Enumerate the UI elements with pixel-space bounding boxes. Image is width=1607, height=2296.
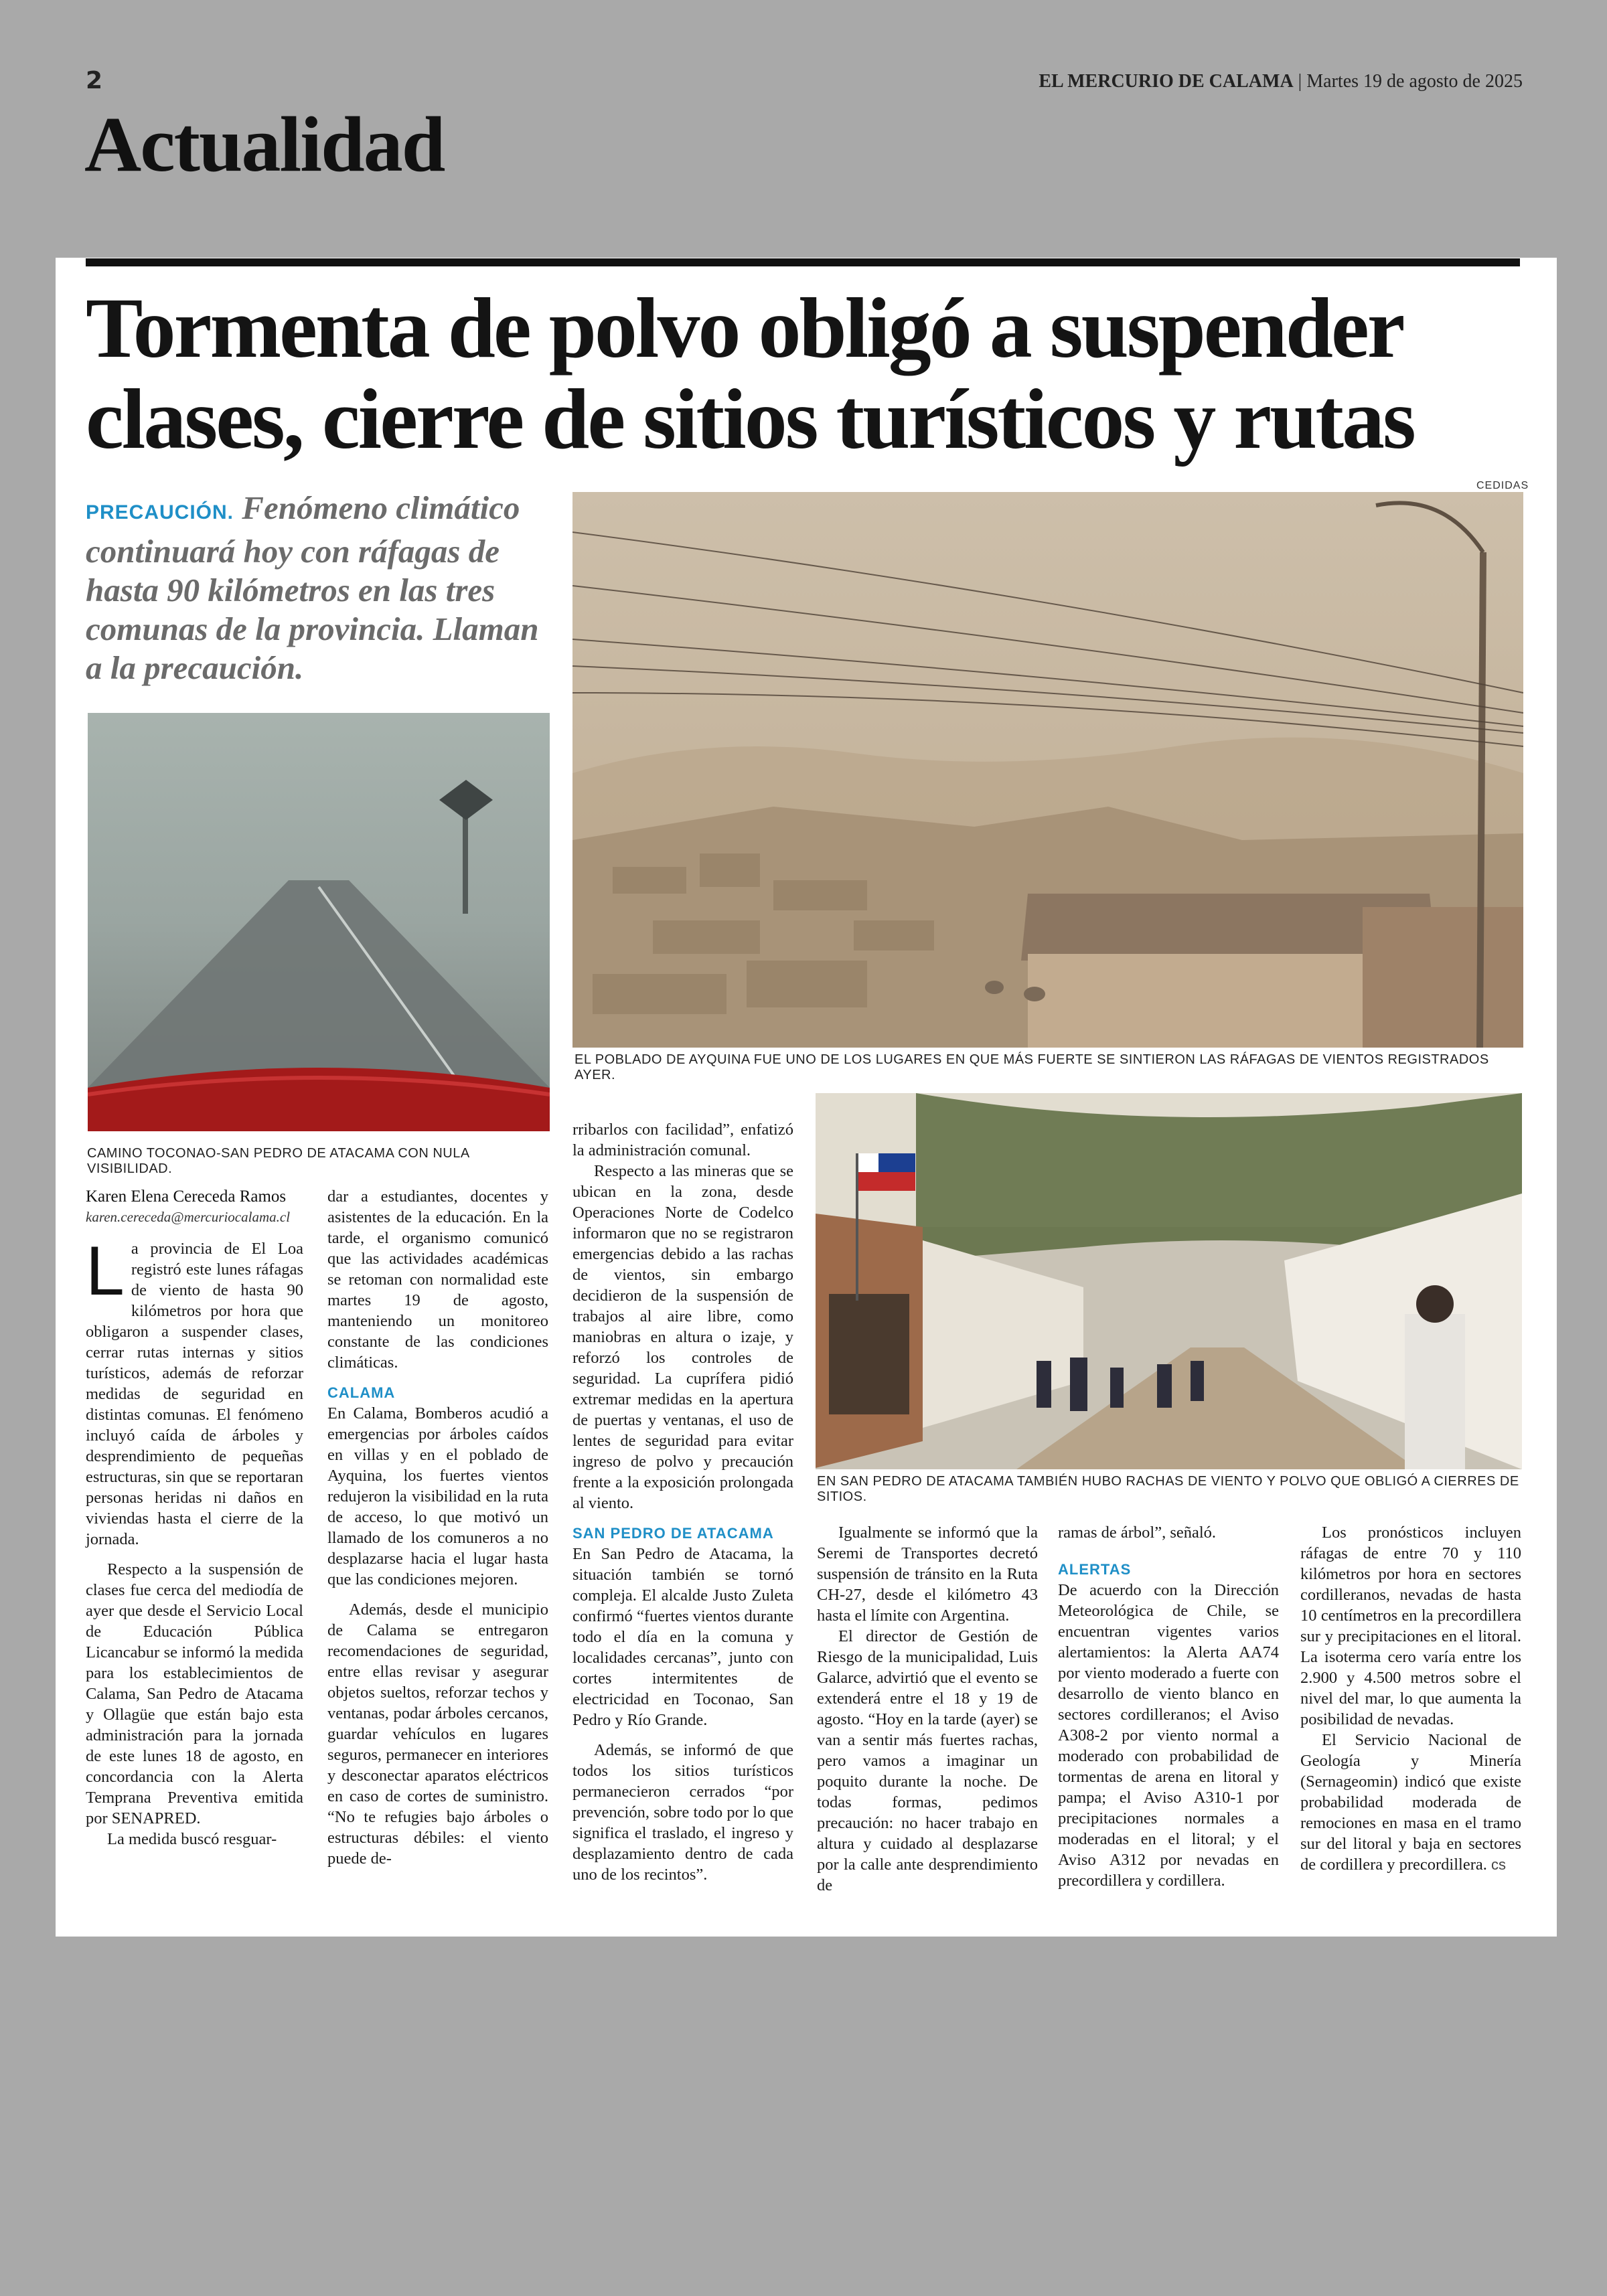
author-email[interactable]: karen.cereceda@mercuriocalama.cl bbox=[86, 1209, 291, 1225]
masthead-paper: EL MERCURIO DE CALAMA bbox=[1039, 71, 1294, 92]
paragraph: ramas de árbol”, señaló. bbox=[1058, 1524, 1217, 1542]
lead-paragraph bbox=[86, 489, 554, 687]
caption-road: CAMINO TOCONAO-SAN PEDRO DE ATACAMA CON NULA VISIBILIDAD. bbox=[87, 1146, 469, 1176]
column-4 bbox=[817, 1522, 1038, 1896]
photo-ayquina bbox=[572, 492, 1523, 1048]
paragraph: Además, desde el municipio de Calama se entregaron recomendaciones de seguridad, entre ellas revisar y asegurar objetos sueltos, reforzar techos y ventanas, podar árboles cercanos, guardar vehículos en lugares seguros, permanecer en interiores y desconectar aparatos eléctricos en caso de cortes de suministro. “No te refugies bajo árboles o estructuras débiles: el viento puede de- bbox=[327, 1601, 548, 1868]
paragraph: La medida buscó resguar- bbox=[107, 1830, 277, 1848]
paragraph: rribarlos con facilidad”, enfatizó la administración comunal. bbox=[572, 1121, 793, 1159]
section-title: Actualidad bbox=[84, 100, 445, 188]
column-3 bbox=[572, 1119, 793, 1885]
photo-ayquina-image bbox=[572, 492, 1523, 1048]
masthead-date: | Martes 19 de agosto de 2025 bbox=[1298, 71, 1523, 92]
photo-road-image bbox=[88, 713, 550, 1131]
page-number: 2 bbox=[86, 67, 103, 94]
photo-san-pedro bbox=[816, 1093, 1522, 1469]
end-mark-icon: cs bbox=[1491, 1856, 1507, 1873]
paragraph: El director de Gestión de Riesgo de la municipalidad, Luis Galarce, advirtió que el evento se extenderá entre el 18 y 19 de agosto. “Hoy en la tarde (ayer) se van a sentir más fuertes rachas, pero vamos a imaginar un poquito durante la noche. De todas formas, pedimos precaución: no hacer trabajo en altura y cuidado al desplazarse por la calle ante desprendimiento de bbox=[817, 1627, 1038, 1894]
byline: Karen Elena Cereceda Ramos bbox=[86, 1187, 287, 1206]
paragraph: Los pronósticos incluyen ráfagas de entre 70 y 110 kilómetros por hora en sectores cordilleranos, nevadas de hasta 10 centímetros en la precordillera sur y precipitaciones en el litoral. La isoterma cero varía entre los 2.900 y 4.500 metros sobre el nivel del mar, lo que aumenta la posibilidad de nevadas. bbox=[1300, 1524, 1521, 1728]
paragraph: En San Pedro de Atacama, la situación también se tornó compleja. El alcalde Justo Zuleta confirmó “fuertes vientos durante todo el día en la comuna y localidades cercanas”, junto con cortes intermitentes de electricidad en Toconao, San Pedro y Río Grande. bbox=[572, 1545, 793, 1729]
caption-san-pedro: EN SAN PEDRO DE ATACAMA TAMBIÉN HUBO RACHAS DE VIENTO Y POLVO QUE OBLIGÓ A CIERRES DE SITIOS. bbox=[817, 1474, 1519, 1504]
subhead-alertas: ALERTAS bbox=[1058, 1561, 1132, 1578]
subhead-san-pedro: SAN PEDRO DE ATACAMA bbox=[572, 1525, 774, 1542]
paragraph-text: El Servicio Nacional de Geología y Minería (Sernageomin) indicó que existe probabilidad moderada de remociones en masa en el tramo sur del litoral y baja en sectores de cordillera y precordillera. bbox=[1300, 1731, 1521, 1874]
subhead-calama: CALAMA bbox=[327, 1384, 396, 1401]
column-1 bbox=[86, 1186, 303, 1850]
masthead bbox=[1039, 71, 1523, 92]
paragraph-text: a provincia de El Loa registró este lunes ráfagas de viento de hasta 90 kilómetros por hora que obligaron a suspender clases, cerrar rutas internas y sitios turísticos, además de reforzar medidas de seguridad en distintas comunas. El fenómeno incluyó caída de árboles y desprendimiento de pequeñas estructuras, sin que se reportaran personas heridas ni daños en viviendas hasta el cierre de la jornada. bbox=[86, 1240, 303, 1548]
headline-rule bbox=[86, 258, 1520, 266]
photo-credit: CEDIDAS bbox=[1476, 480, 1529, 491]
column-2 bbox=[327, 1186, 548, 1869]
photo-road bbox=[88, 713, 550, 1131]
paragraph: dar a estudiantes, docentes y asistentes de la educación. En la tarde, el organismo comunicó que las actividades académicas se retoman con normalidad este martes 19 de agosto, manteniendo un monitoreo constante de las condiciones climáticas. bbox=[327, 1187, 548, 1372]
lead-text: Fenómeno climático continuará hoy con ráfagas de hasta 90 kilómetros en las tres comunas de la provincia. Llaman a la precaución. bbox=[86, 489, 539, 686]
paragraph: Respecto a la suspensión de clases fue cerca del mediodía de ayer que desde el Servicio Local de Educación Pública Licancabur se informó la medida para los establecimientos de Calama, San Pedro de Atacama y Ollagüe que están bajo esta administración para la jornada de este lunes 18 de agosto, en concordancia con la Alerta Temprana Preventiva emitida por SENAPRED. bbox=[86, 1560, 303, 1827]
paragraph: De acuerdo con la Dirección Meteorológica de Chile, se encuentran vigentes varios alertamientos: la Alerta AA74 por viento moderado a fuerte con desarrollo de viento blanco en sectores cordilleranos; el Aviso A308-2 por viento normal a moderado con probabilidad de tormentas de arena en litoral y pampa; el Aviso A310-1 por precipitaciones normales a moderadas en el litoral; y el Aviso A312 por nevadas en precordillera y cordillera. bbox=[1058, 1581, 1279, 1890]
photo-san-pedro-image bbox=[816, 1093, 1522, 1469]
headline: Tormenta de polvo obligó a suspender clases, cierre de sitios turísticos y rutas bbox=[86, 280, 1414, 467]
paragraph: Igualmente se informó que la Seremi de Transportes decretó suspensión de tránsito en la Ruta CH-27, desde el kilómetro 43 hasta el límite con Argentina. bbox=[817, 1524, 1038, 1625]
paragraph bbox=[1300, 1730, 1521, 1875]
lead-tag: PRECAUCIÓN. bbox=[86, 501, 234, 523]
dropcap: L bbox=[86, 1232, 125, 1310]
paragraph bbox=[86, 1232, 303, 1550]
paragraph: Respecto a las mineras que se ubican en la zona, desde Operaciones Norte de Codelco informaron que no se registraron emergencias debido a las rachas de vientos, sin embargo decidieron de la suspensión de trabajos al aire libre, como maniobras en altura o izaje, y reforzó los controles de seguridad. La cuprífera pidió extremar medidas en la apertura de puertas y ventanas, el uso de lentes de seguridad para evitar ingreso de polvo y precaución frente a la exposición prolongada al viento. bbox=[572, 1162, 793, 1512]
paragraph: Además, se informó de que todos los sitios turísticos permanecieron cerrados “por prevención, sobre todo por lo que significa el traslado, el ingreso y desplazamiento dentro de cada uno de los recintos”. bbox=[572, 1741, 793, 1884]
caption-ayquina: EL POBLADO DE AYQUINA FUE UNO DE LOS LUGARES EN QUE MÁS FUERTE SE SINTIERON LAS RÁFAGAS DE VIENTOS REGISTRADOS AYER. bbox=[575, 1052, 1489, 1082]
column-5 bbox=[1058, 1522, 1279, 1891]
column-6 bbox=[1300, 1522, 1521, 1875]
paragraph: En Calama, Bomberos acudió a emergencias por árboles caídos en villas y en el poblado de Ayquina, los fuertes vientos redujeron la visibilidad en la ruta de acceso, lo que motivó un llamado de los comuneros a no desplazarse hacia el lugar hasta que las condiciones mejoren. bbox=[327, 1404, 548, 1588]
